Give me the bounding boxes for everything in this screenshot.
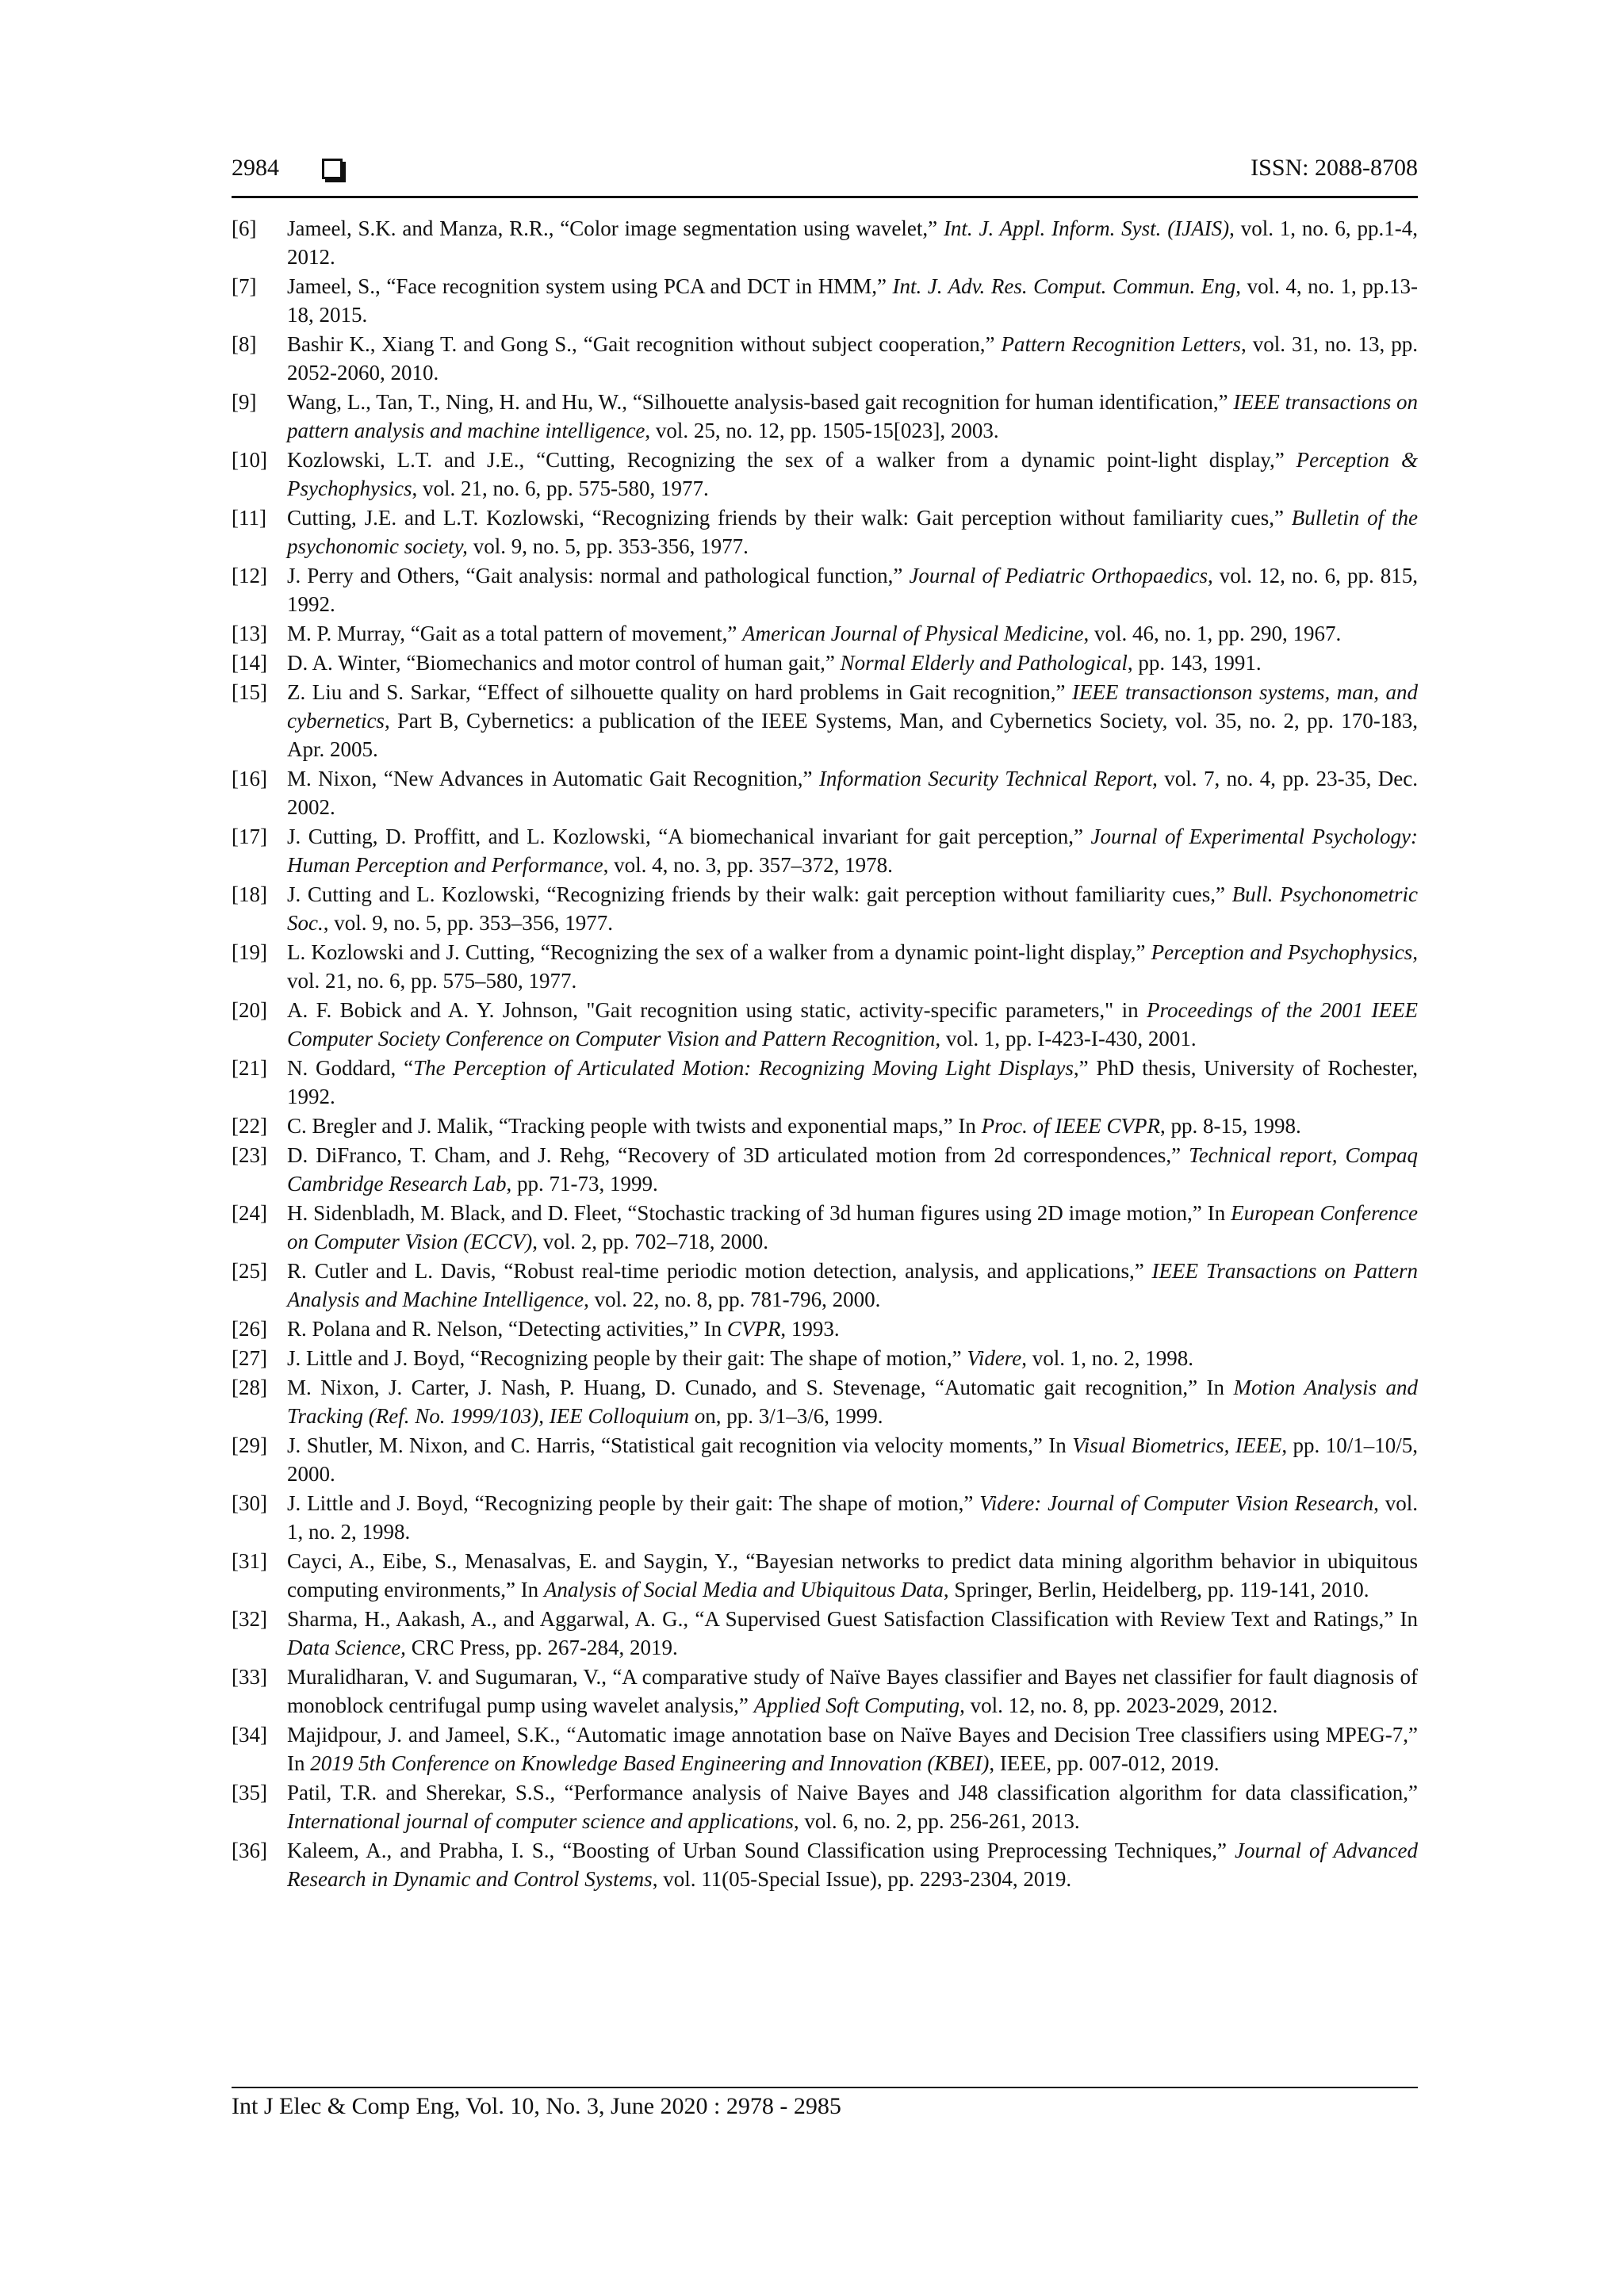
reference-segment: , vol. 6, no. 2, pp. 256-261, 2013.: [793, 1809, 1080, 1833]
reference-item: [232, 996, 1418, 1053]
reference-item: [232, 1720, 1418, 1777]
reference-segment: vol. 9, no. 5, pp. 353-356, 1977.: [467, 534, 749, 558]
reference-segment: , pp. 143, 1991.: [1127, 651, 1262, 675]
footer-citation: Int J Elec & Comp Eng, Vol. 10, No. 3, June 2020 : 2978 - 2985: [232, 2093, 841, 2119]
page-header: [232, 155, 1418, 198]
reference-text: [287, 996, 1418, 1053]
reference-segment: D. DiFranco, T. Cham, and J. Rehg, “Recovery of 3D articulated motion from 2d correspondences,”: [287, 1143, 1189, 1167]
reference-item: [232, 388, 1418, 445]
reference-segment: , vol. 11(05-Special Issue), pp. 2293-2304, 2019.: [652, 1867, 1072, 1891]
reference-text: [287, 1314, 1418, 1343]
reference-number: [31]: [232, 1549, 267, 1573]
reference-number: [14]: [232, 651, 267, 675]
reference-item: [232, 880, 1418, 937]
reference-venue: Analysis of Social Media and Ubiquitous Data: [543, 1578, 944, 1601]
reference-item: [232, 503, 1418, 561]
reference-venue: Proc. of IEEE CVPR: [981, 1114, 1161, 1138]
reference-item: [232, 1663, 1418, 1720]
reference-item: [232, 214, 1418, 271]
reference-segment: , vol. 12, no. 8, pp. 2023-2029, 2012.: [959, 1693, 1278, 1717]
reference-venue: IEEE transactions on pattern analysis and machine intelligence: [287, 390, 1418, 442]
issn-label: ISSN: 2088-8708: [1251, 155, 1418, 181]
reference-text: [287, 1489, 1418, 1546]
reference-venue: International journal of computer science and applications: [287, 1809, 794, 1833]
reference-venue: Proceedings of the 2001 IEEE Computer Society Conference on Computer Vision and Pattern Recognition: [287, 998, 1418, 1050]
reference-text: [287, 330, 1418, 387]
reference-text: [287, 1547, 1418, 1604]
reference-text: [287, 880, 1418, 937]
reference-venue: Int. J. Appl. Inform. Syst. (IJAIS): [943, 216, 1230, 240]
reference-number: [10]: [232, 448, 267, 472]
reference-segment: Kozlowski, L.T. and J.E., “Cutting, Recognizing the sex of a walker from a dynamic point-light display,”: [287, 448, 1297, 472]
reference-number: [7]: [232, 274, 257, 298]
reference-item: [232, 678, 1418, 763]
reference-number: [28]: [232, 1376, 267, 1399]
reference-segment: , vol. 12, no. 6, pp. 815, 1992.: [287, 564, 1418, 616]
reference-number: [33]: [232, 1665, 267, 1689]
reference-number: [8]: [232, 332, 257, 356]
reference-venue: Data Science,: [287, 1636, 406, 1659]
reference-segment: R. Cutler and L. Davis, “Robust real-time periodic motion detection, analysis, and applications,”: [287, 1259, 1152, 1283]
reference-segment: J. Cutting and L. Kozlowski, “Recognizing friends by their walk: gait perception without familiarity cues,”: [287, 882, 1232, 906]
reference-segment: n, pp. 3/1–3/6, 1999.: [705, 1404, 883, 1428]
reference-number: [19]: [232, 940, 267, 964]
reference-number: [30]: [232, 1491, 267, 1515]
reference-number: [16]: [232, 767, 267, 790]
reference-text: [287, 388, 1418, 445]
reference-text: [287, 214, 1418, 271]
square-bullet-icon: [322, 159, 343, 179]
reference-number: [36]: [232, 1839, 267, 1862]
reference-text: [287, 1431, 1418, 1488]
reference-number: [6]: [232, 216, 257, 240]
reference-text: [287, 1257, 1418, 1314]
reference-number: [15]: [232, 680, 267, 704]
reference-segment: , vol. 4, no. 1, pp.13-18, 2015.: [287, 274, 1419, 327]
reference-venue: Normal Elderly and Pathological: [840, 651, 1128, 675]
reference-text: [287, 1373, 1418, 1430]
reference-text: [287, 1141, 1418, 1198]
reference-venue: Videre: Journal of Computer Vision Research: [979, 1491, 1374, 1515]
reference-item: [232, 764, 1418, 821]
reference-item: [232, 1141, 1418, 1198]
reference-text: [287, 1605, 1418, 1662]
reference-segment: , vol. 21, no. 6, pp. 575-580, 1977.: [412, 476, 709, 500]
reference-segment: , vol. 4, no. 3, pp. 357–372, 1978.: [603, 853, 893, 877]
reference-venue: 2019 5th Conference on Knowledge Based Engineering and Innovation (KBEI): [310, 1751, 990, 1775]
reference-segment: J. Cutting, D. Proffitt, and L. Kozlowski, “A biomechanical invariant for gait perception,”: [287, 825, 1091, 848]
reference-segment: Patil, T.R. and Sherekar, S.S., “Performance analysis of Naive Bayes and J48 classification algorithm for data classification,”: [287, 1781, 1418, 1804]
reference-number: [24]: [232, 1201, 267, 1225]
reference-number: [20]: [232, 998, 267, 1022]
reference-text: [287, 764, 1418, 821]
reference-segment: Wang, L., Tan, T., Ning, H. and Hu, W., “Silhouette analysis-based gait recognition for human identification,”: [287, 390, 1234, 414]
reference-segment: M. P. Murray, “Gait as a total pattern of movement,”: [287, 622, 743, 645]
reference-segment: C. Bregler and J. Malik, “Tracking people with twists and exponential maps,” In: [287, 1114, 982, 1138]
reference-number: [13]: [232, 622, 267, 645]
reference-text: [287, 1112, 1418, 1140]
reference-item: [232, 446, 1418, 503]
reference-segment: , vol. 46, no. 1, pp. 290, 1967.: [1083, 622, 1342, 645]
reference-segment: J. Little and J. Boyd, “Recognizing people by their gait: The shape of motion,”: [287, 1346, 967, 1370]
reference-segment: A. F. Bobick and A. Y. Johnson, "Gait recognition using static, activity-specific parameters," in: [287, 998, 1147, 1022]
reference-venue: Perception and Psychophysics,: [1151, 940, 1418, 964]
reference-item: [232, 1373, 1418, 1430]
reference-venue: Visual Biometrics, IEEE: [1072, 1433, 1282, 1457]
reference-segment: M. Nixon, J. Carter, J. Nash, P. Huang, D. Cunado, and S. Stevenage, “Automatic gait recognition,” In: [287, 1376, 1234, 1399]
reference-segment: , Springer, Berlin, Heidelberg, pp. 119-141, 2010.: [943, 1578, 1369, 1601]
reference-item: [232, 1778, 1418, 1835]
reference-venue: Videre: [967, 1346, 1022, 1370]
reference-text: [287, 619, 1418, 648]
reference-segment: M. Nixon, “New Advances in Automatic Gait Recognition,”: [287, 767, 819, 790]
reference-item: [232, 330, 1418, 387]
reference-venue: CVPR: [726, 1317, 781, 1341]
reference-segment: Muralidharan, V. and Sugumaran, V., “A comparative study of Naïve Bayes classifier and Bayes net classifier for fault diagnosis of monoblock centrifugal pump using wavelet analysis,”: [287, 1665, 1418, 1717]
reference-segment: CRC Press, pp. 267-284, 2019.: [405, 1636, 678, 1659]
reference-venue: Journal of Pediatric Orthopaedics: [909, 564, 1208, 587]
reference-text: [287, 678, 1418, 763]
reference-segment: J. Perry and Others, “Gait analysis: normal and pathological function,”: [287, 564, 910, 587]
reference-text: [287, 503, 1418, 561]
reference-text: [287, 1199, 1418, 1256]
reference-text: [287, 649, 1418, 677]
reference-segment: Cutting, J.E. and L.T. Kozlowski, “Recognizing friends by their walk: Gait perception without familiarity cues,”: [287, 506, 1292, 530]
reference-segment: , pp. 71-73, 1999.: [506, 1172, 658, 1196]
reference-segment: Cayci, A., Eibe, S., Menasalvas, E. and Saygin, Y., “Bayesian networks to predict data mining algorithm behavior in ubiquitous computing environments,” In: [287, 1549, 1418, 1601]
reference-venue: Perception & Psychophysics: [287, 448, 1418, 500]
reference-number: [29]: [232, 1433, 267, 1457]
page-footer: [232, 2087, 1418, 2120]
reference-segment: Kaleem, A., and Prabha, I. S., “Boosting of Urban Sound Classification using Preprocessing Techniques,”: [287, 1839, 1235, 1862]
reference-venue: Pattern Recognition Letters: [1001, 332, 1241, 356]
reference-venue: Applied Soft Computing: [753, 1693, 960, 1717]
reference-segment: Sharma, H., Aakash, A., and Aggarwal, A. G., “A Supervised Guest Satisfaction Classification with Review Text and Ratings,” In: [287, 1607, 1418, 1631]
reference-segment: Jameel, S.K. and Manza, R.R., “Color image segmentation using wavelet,”: [287, 216, 944, 240]
reference-segment: , vol. 1, no. 2, 1998.: [287, 1491, 1418, 1544]
reference-item: [232, 619, 1418, 648]
reference-number: [34]: [232, 1723, 267, 1747]
reference-text: [287, 1836, 1418, 1893]
reference-venue: IEEE Transactions on Pattern Analysis and Machine Intelligence: [287, 1259, 1418, 1311]
reference-segment: , Part B, Cybernetics: a publication of the IEEE Systems, Man, and Cybernetics Society, vol. 35, no. 2, pp. 170-183, Apr. 2005.: [287, 709, 1418, 761]
reference-item: [232, 1431, 1418, 1488]
reference-text: [287, 1720, 1418, 1777]
reference-segment: , 1993.: [780, 1317, 840, 1341]
reference-item: [232, 938, 1418, 995]
reference-number: [9]: [232, 390, 257, 414]
reference-venue: Bulletin of the psychonomic society,: [287, 506, 1418, 558]
reference-number: [12]: [232, 564, 267, 587]
reference-segment: , pp. 8-15, 1998.: [1160, 1114, 1301, 1138]
reference-item: [232, 1605, 1418, 1662]
reference-venue: Journal of Advanced Research in Dynamic and Control Systems: [287, 1839, 1418, 1891]
reference-segment: , vol. 1, no. 2, 1998.: [1021, 1346, 1194, 1370]
reference-venue: European Conference on Computer Vision (ECCV): [287, 1201, 1418, 1253]
reference-text: [287, 272, 1418, 329]
reference-number: [26]: [232, 1317, 267, 1341]
reference-number: [27]: [232, 1346, 267, 1370]
reference-number: [23]: [232, 1143, 267, 1167]
reference-number: [17]: [232, 825, 267, 848]
reference-segment: L. Kozlowski and J. Cutting, “Recognizing the sex of a walker from a dynamic point-light display,”: [287, 940, 1151, 964]
reference-number: [18]: [232, 882, 267, 906]
reference-number: [21]: [232, 1056, 267, 1080]
reference-item: [232, 1314, 1418, 1343]
reference-item: [232, 1836, 1418, 1893]
reference-segment: vol. 21, no. 6, pp. 575–580, 1977.: [287, 969, 577, 993]
reference-number: [32]: [232, 1607, 267, 1631]
reference-venue: Int. J. Adv. Res. Comput. Commun. Eng: [892, 274, 1236, 298]
reference-segment: , vol. 22, no. 8, pp. 781-796, 2000.: [584, 1288, 881, 1311]
reference-list: [232, 214, 1418, 1894]
reference-text: [287, 938, 1418, 995]
reference-item: [232, 1199, 1418, 1256]
reference-item: [232, 822, 1418, 879]
reference-segment: H. Sidenbladh, M. Black, and D. Fleet, “Stochastic tracking of 3d human figures using 2D image motion,” In: [287, 1201, 1231, 1225]
reference-segment: Z. Liu and S. Sarkar, “Effect of silhouette quality on hard problems in Gait recognition,”: [287, 680, 1072, 704]
reference-segment: ,” PhD thesis, University of Rochester, 1992.: [287, 1056, 1418, 1108]
reference-item: [232, 1547, 1418, 1604]
reference-venue: Information Security Technical Report: [818, 767, 1153, 790]
reference-item: [232, 272, 1418, 329]
reference-text: [287, 1054, 1418, 1111]
reference-text: [287, 822, 1418, 879]
reference-venue: Journal of Experimental Psychology: Human Perception and Performance: [287, 825, 1418, 877]
reference-text: [287, 1663, 1418, 1720]
reference-venue: The Perception of Articulated Motion: Recognizing Moving Light Displays: [413, 1056, 1074, 1080]
reference-segment: Jameel, S., “Face recognition system using PCA and DCT in HMM,”: [287, 274, 893, 298]
reference-segment: , IEEE, pp. 007-012, 2019.: [989, 1751, 1220, 1775]
reference-text: [287, 561, 1418, 618]
reference-segment: , vol. 25, no. 12, pp. 1505-15[023], 2003.: [645, 419, 999, 442]
reference-segment: N. Goddard, “: [287, 1056, 414, 1080]
reference-number: [11]: [232, 506, 266, 530]
reference-segment: , vol. 1, no. 6, pp.1-4, 2012.: [287, 216, 1418, 269]
reference-segment: J. Little and J. Boyd, “Recognizing people by their gait: The shape of motion,”: [287, 1491, 980, 1515]
reference-venue: Bull. Psychonometric Soc.: [287, 882, 1418, 935]
reference-segment: , vol. 9, no. 5, pp. 353–356, 1977.: [323, 911, 613, 935]
reference-segment: , vol. 31, no. 13, pp. 2052-2060, 2010.: [287, 332, 1418, 385]
reference-segment: Majidpour, J. and Jameel, S.K., “Automatic image annotation base on Naïve Bayes and Decision Tree classifiers using MPEG-7,” In: [287, 1723, 1418, 1775]
reference-number: [22]: [232, 1114, 267, 1138]
reference-segment: D. A. Winter, “Biomechanics and motor control of human gait,”: [287, 651, 841, 675]
reference-segment: , vol. 7, no. 4, pp. 23-35, Dec. 2002.: [287, 767, 1418, 819]
reference-venue: Technical report, Compaq Cambridge Research Lab: [287, 1143, 1418, 1196]
reference-venue: IEEE transactionson systems, man, and cybernetics: [287, 680, 1418, 733]
reference-segment: , vol. 2, pp. 702–718, 2000.: [532, 1230, 768, 1253]
reference-segment: , vol. 1, pp. I-423-I-430, 2001.: [935, 1027, 1197, 1050]
reference-text: [287, 1344, 1418, 1372]
reference-item: [232, 1489, 1418, 1546]
reference-item: [232, 1112, 1418, 1140]
reference-segment: Bashir K., Xiang T. and Gong S., “Gait recognition without subject cooperation,”: [287, 332, 1002, 356]
reference-venue: Motion Analysis and Tracking (Ref. No. 1999/103), IEE Colloquium o: [287, 1376, 1418, 1428]
reference-item: [232, 1344, 1418, 1372]
reference-venue: American Journal of Physical Medicine: [742, 622, 1084, 645]
reference-segment: J. Shutler, M. Nixon, and C. Harris, “Statistical gait recognition via velocity moments,” In: [287, 1433, 1073, 1457]
reference-number: [25]: [232, 1259, 267, 1283]
reference-segment: R. Polana and R. Nelson, “Detecting activities,” In: [287, 1317, 727, 1341]
reference-item: [232, 649, 1418, 677]
page-number: 2984: [232, 155, 279, 181]
reference-item: [232, 1257, 1418, 1314]
reference-text: [287, 446, 1418, 503]
reference-number: [35]: [232, 1781, 267, 1804]
reference-item: [232, 561, 1418, 618]
reference-segment: , pp. 10/1–10/5, 2000.: [287, 1433, 1418, 1486]
reference-text: [287, 1778, 1418, 1835]
reference-item: [232, 1054, 1418, 1111]
